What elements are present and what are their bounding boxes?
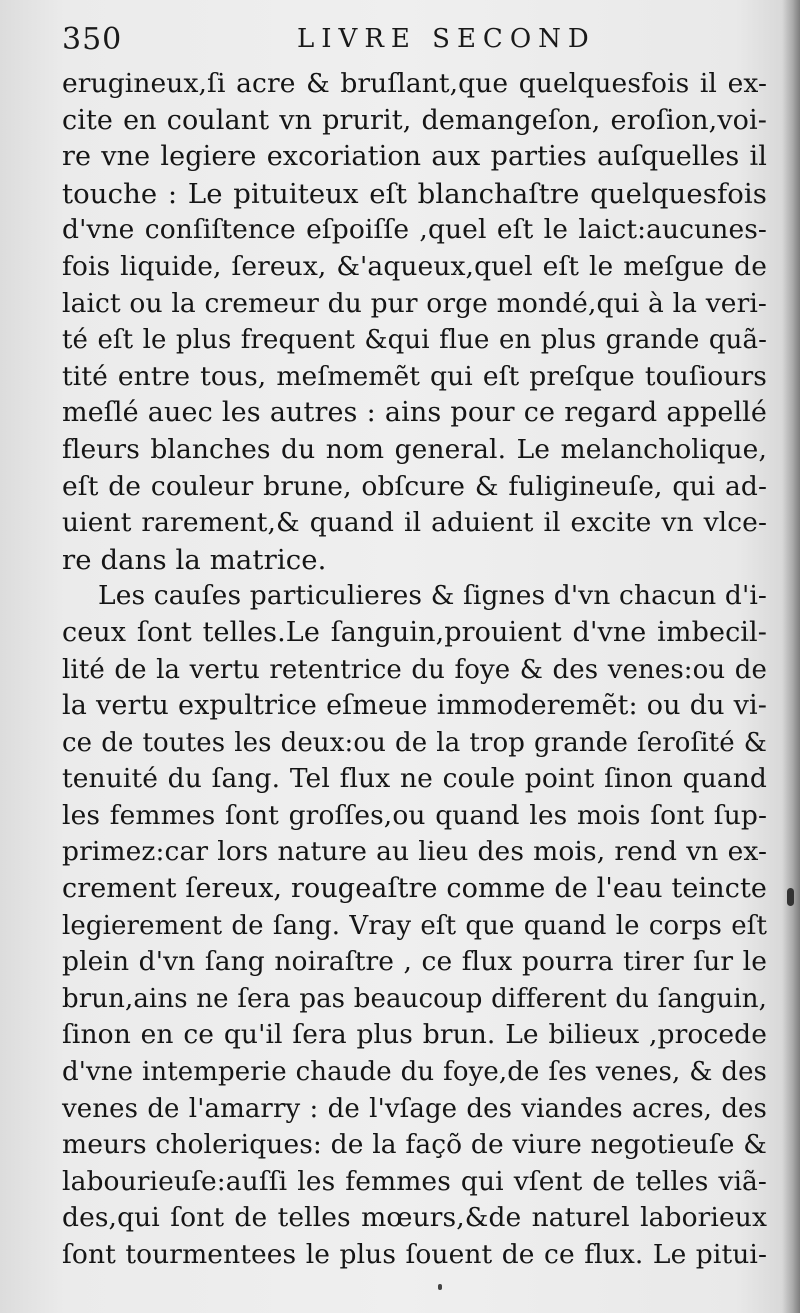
text-line: lité de la vertu retentrice du foye & des venes:ou de	[62, 654, 767, 685]
text-line: la vertu expultrice eſmeue immoderemẽt: ou du vi-	[62, 690, 767, 722]
text-line: les femmes ſont groſſes,ou quand les mois ſont ſup-	[62, 799, 767, 831]
text-line: crement ſereux, rougeaſtre comme de l'eau teincte	[62, 873, 767, 905]
text-line: d'vne intemperie chaude du foye,de ſes venes, & des	[62, 1057, 767, 1088]
text-line: plein d'vn ſang noiraſtre , ce flux pourra tirer ſur le	[62, 946, 767, 978]
text-line: eſt de couleur brune, obſcure & fuligineuſe, qui ad-	[62, 470, 767, 502]
body-text	[62, 66, 767, 1274]
text-line: tenuité du ſang. Tel flux ne coule point ſinon quand	[62, 763, 767, 795]
text-line: primez:car lors nature au lieu des mois, rend vn ex-	[62, 836, 767, 868]
margin-ink-mark	[787, 888, 794, 906]
text-line: brun,ains ne ſera pas beaucoup different du ſanguin,	[62, 983, 767, 1014]
text-line: fois liquide, ſereux, &'aqueux,quel eſt le meſgue de	[62, 250, 767, 282]
text-line: labourieuſe:auſſi les femmes qui vſent de telles viã-	[62, 1165, 767, 1197]
text-line: erugineux,ſi acre & bruſlant,que quelquesfois il ex-	[62, 68, 767, 99]
page-header	[62, 22, 762, 62]
page-number: 350	[62, 22, 123, 57]
text-line: venes de l'amarry : de l'vſage des viandes acres, des	[62, 1093, 767, 1124]
paragraph-end-line: re dans la matrice.	[62, 543, 327, 576]
text-line: té eſt le plus frequent &qui flue en plus grande quã-	[62, 325, 767, 356]
text-line: uient rarement,& quand il aduient il excite vn vlce-	[62, 507, 767, 539]
text-line: ſinon en ce qu'il ſera plus brun. Le bilieux ,procede	[62, 1019, 767, 1051]
text-line: laict ou la cremeur du pur orge mondé,qui à la veri-	[62, 287, 767, 319]
text-line: ſont tourmentees le plus ſouent de ce flux. Le pitui-	[62, 1239, 767, 1270]
text-line: fleurs blanches du nom general. Le melancholique,	[62, 433, 767, 465]
text-line: ceux ſont telles.Le ſanguin,prouient d'vne imbecil-	[62, 616, 767, 648]
text-line: meſlé auec les autres : ains pour ce regard appellé	[62, 397, 767, 429]
text-line: cite en coulant vn prurit, demangeſon, eroſion,voi-	[62, 104, 767, 136]
text-line: tité entre tous, meſmemẽt qui eſt preſque touſiours	[62, 360, 767, 392]
text-line: meurs choleriques: de la façõ de viure negotieuſe &	[62, 1129, 767, 1161]
page-gutter-shadow	[782, 0, 800, 1313]
text-line: re vne legiere excoriation aux parties auſquelles il	[62, 141, 767, 173]
text-line: touche : Le pituiteux eſt blanchaſtre quelquesfois	[62, 177, 767, 210]
text-line: ce de toutes les deux:ou de la trop grande ſeroſité &	[62, 727, 767, 758]
running-head: LIVRE SECOND	[297, 24, 596, 54]
paragraph-first-line: Les cauſes particulieres & ſignes d'vn chacun d'i-	[98, 580, 767, 612]
text-line: des,qui ſont de telles mœurs,&de naturel laborieux	[62, 1202, 767, 1234]
text-line: legierement de ſang. Vray eſt que quand le corps eſt	[62, 910, 767, 941]
text-line: d'vne conſiſtence eſpoiſſe ,quel eſt le laict:aucunes-	[62, 214, 767, 246]
bottom-ink-speck	[438, 1284, 442, 1290]
